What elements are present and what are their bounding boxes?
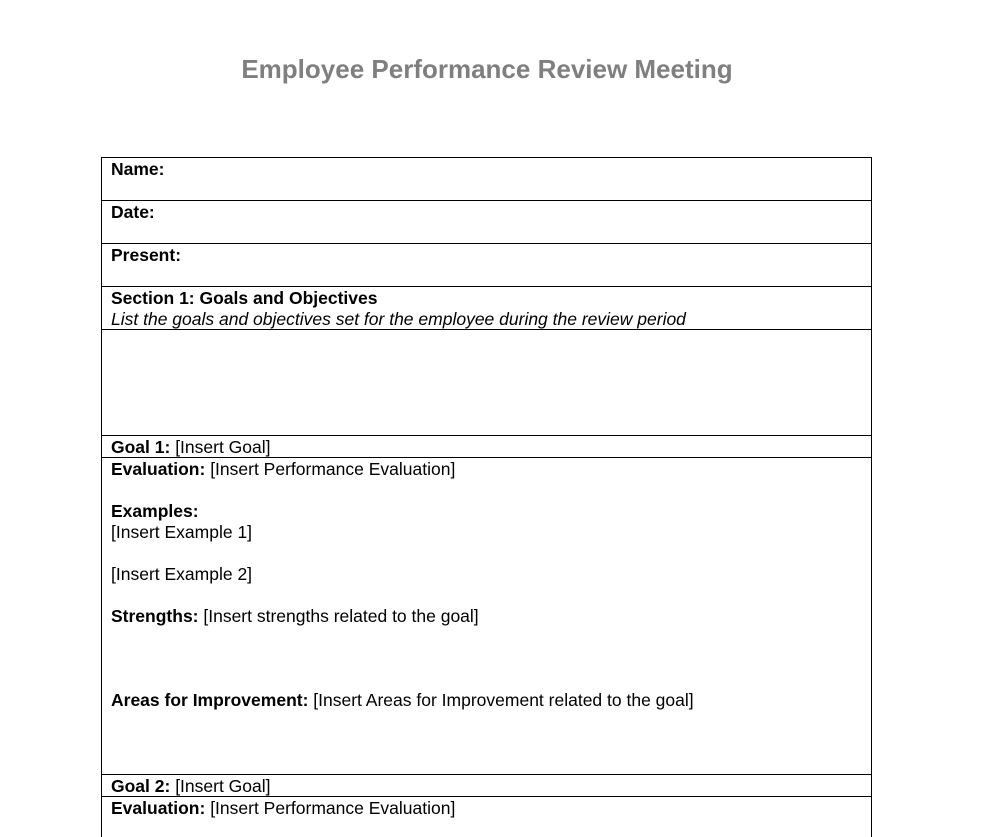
present-row[interactable]: [102, 244, 871, 287]
section1-heading: Section 1: Goals and Objectives: [111, 288, 378, 308]
goal1-strengths-line: [111, 606, 862, 627]
goal1-example-2: [Insert Example 2]: [111, 564, 253, 584]
present-label: Present:: [111, 245, 182, 265]
goal2-evaluation-block[interactable]: [102, 797, 871, 837]
goal2-evaluation-line: [111, 798, 862, 819]
goal1-value: [Insert Goal]: [170, 437, 271, 457]
goal1-evaluation-block[interactable]: [102, 458, 871, 775]
goal2-evaluation-label: Evaluation:: [111, 798, 206, 818]
goal2-label: Goal 2:: [111, 776, 171, 796]
goal2-evaluation-value: [Insert Performance Evaluation]: [205, 798, 456, 818]
goal1-evaluation-label: Evaluation:: [111, 459, 206, 479]
goal2-row[interactable]: [102, 775, 871, 797]
review-form-table: [101, 157, 872, 837]
goal1-row[interactable]: [102, 436, 871, 458]
goal1-label: Goal 1:: [111, 437, 171, 457]
goal1-improvement-value: [Insert Areas for Improvement related to the goal]: [308, 690, 694, 710]
goal2-value: [Insert Goal]: [170, 776, 271, 796]
date-label: Date:: [111, 202, 155, 222]
goal1-improvement-line: [111, 690, 862, 711]
document-title: Employee Performance Review Meeting: [241, 54, 733, 84]
goal1-examples-label: Examples:: [111, 501, 199, 521]
section1-instruction: List the goals and objectives set for the employee during the review period: [111, 309, 686, 329]
section1-header-row: [102, 287, 871, 330]
goal1-improvement-label: Areas for Improvement:: [111, 690, 309, 710]
goal1-evaluation-value: [Insert Performance Evaluation]: [205, 459, 456, 479]
goal1-strengths-label: Strengths:: [111, 606, 199, 626]
goal1-evaluation-line: [111, 459, 862, 480]
goals-entry-area[interactable]: [102, 330, 871, 436]
goal1-example-1: [Insert Example 1]: [111, 522, 253, 542]
goal1-strengths-value: [Insert strengths related to the goal]: [198, 606, 479, 626]
name-row[interactable]: [102, 158, 871, 201]
name-label: Name:: [111, 159, 165, 179]
date-row[interactable]: [102, 201, 871, 244]
